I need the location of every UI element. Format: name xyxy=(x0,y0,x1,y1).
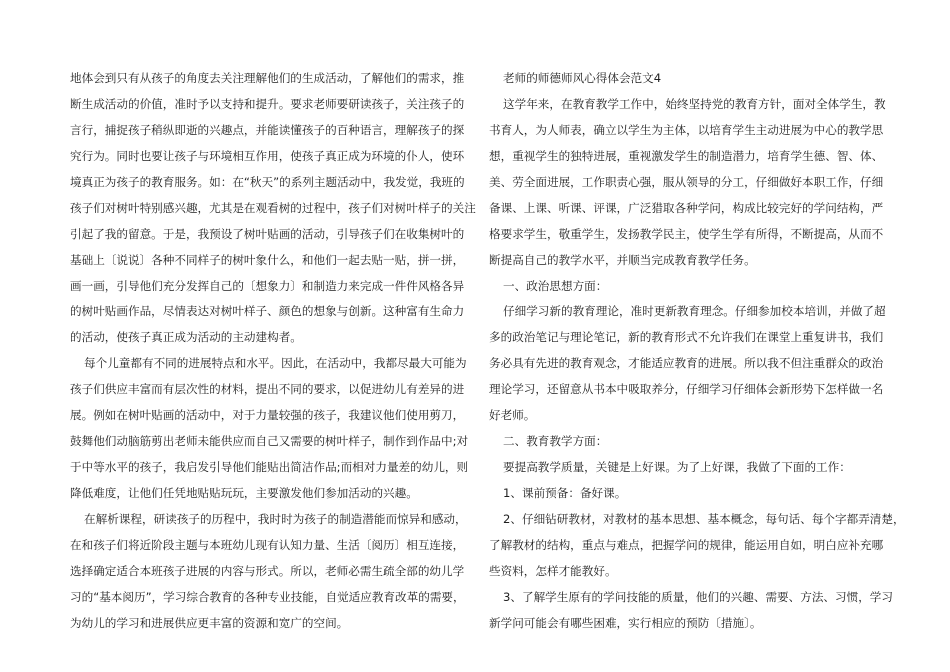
text-line: 境真正为孩子的教育服务。如：在“秋天”的系列主题活动中，我发觉，我班的 xyxy=(70,174,465,189)
text-line: 多的政治笔记与理论笔记，新的教育形式不允许我们在课堂上重复讲书，我们 xyxy=(489,330,884,345)
text-line: 鼓舞他们动脑筋剪出老师未能供应而自己又需要的树叶样子，制作到作品中;对 xyxy=(70,434,469,449)
text-line: 些资料，怎样才能教好。 xyxy=(489,563,617,578)
text-line: 美、劳全面进展，工作职责心强，服从领导的分工，仔细做好本职工作，仔细 xyxy=(489,174,884,189)
text-line: 为幼儿的学习和进展供应更丰富的资源和宽广的空间。 xyxy=(70,615,349,630)
text-line: 1、课前预备：备好课。 xyxy=(503,486,627,500)
text-line: 的树叶贴画作品，尽情表达对树叶样子、颜色的想象与创新。这种富有生命力 xyxy=(70,304,465,319)
text-line: 格要求学生，敬重学生，发扬教学民主，使学生学有所得，不断提高，从而不 xyxy=(489,226,884,241)
text-line: 地体会到只有从孩子的角度去关注理解他们的生成活动，了解他们的需求，推 xyxy=(70,71,465,85)
text-line: 选择确定适合本班孩子进展的内容与形式。所以，老师必需生疏全部的幼儿学 xyxy=(70,563,465,578)
text-line: 基础上〔说说〕各种不同样子的树叶象什么，和他们一起去贴一贴，拼一拼， xyxy=(70,252,465,267)
text-line: 二、教育教学方面： xyxy=(503,434,608,449)
text-line: 备课、上课、听课、评课，广泛猎取各种学问，构成比较完好的学问结构，严 xyxy=(489,200,884,215)
right-text-column xyxy=(489,66,905,637)
text-line: 断生成活动的价值，准时予以支持和提升。要求老师要研读孩子，关注孩子的 xyxy=(70,96,465,111)
text-line: 的活动，使孩子真正成为活动的主动建构者。 xyxy=(70,330,302,345)
text-line: 新学问可能会有哪些困难，实行相应的预防〔措施〕。 xyxy=(489,615,762,630)
text-line: 画一画，引导他们充分发挥自己的〔想象力〕和制造力来完成一件件风格各异 xyxy=(70,278,465,293)
text-line: 孩子们供应丰富而有层次性的材料，提出不同的要求，以促进幼儿有差异的进 xyxy=(70,382,465,397)
text-line: 2、仔细钻研教材，对教材的基本思想、基本概念，每句话、每个字都弄清楚， xyxy=(503,511,905,526)
text-line: 在和孩子们将近阶段主题与本班幼儿现有认知力量、生活〔阅历〕相互连接， xyxy=(70,537,465,552)
text-line: 孩子们对树叶特别感兴趣，尤其是在观看树的过程中，孩子们对树叶样子的关注 xyxy=(70,200,476,215)
text-line: 于中等水平的孩子，我启发引导他们能贴出简洁作品;而相对力量差的幼儿，则 xyxy=(70,460,469,475)
text-line: 这学年来，在教育教学工作中，始终坚持党的教育方针，面对全体学生，教 xyxy=(503,96,886,111)
left-text-column xyxy=(70,66,476,637)
text-line: 务必具有先进的教育观念，才能适应教育的进展。所以我不但注重群众的政治 xyxy=(489,356,884,371)
text-line: 理论学习，还留意从书本中吸取养分，仔细学习仔细体会新形势下怎样做一名 xyxy=(489,382,884,397)
text-line: 书育人，为人师表，确立以学生为主体，以培育学生主动进展为中心的教学思 xyxy=(489,122,884,137)
text-line: 言行，捕捉孩子稍纵即逝的兴趣点，并能读懂孩子的百种语言，理解孩子的探 xyxy=(70,122,465,137)
text-line: 断提高自己的教学水平，并顺当完成教育教学任务。 xyxy=(489,252,756,267)
text-line: 究行为。同时也要让孩子与环境相互作用，使孩子真正成为环境的仆人，使环 xyxy=(70,148,465,163)
text-line: 了解教材的结构，重点与难点，把握学问的规律，能运用自如，明白应补充哪 xyxy=(489,537,884,552)
text-line: 3、了解学生原有的学问技能的质量，他们的兴趣、需要、方法、习惯，学习 xyxy=(503,589,893,604)
text-line: 引起了我的留意。于是，我预设了树叶贴画的活动，引导孩子们在收集树叶的 xyxy=(70,226,465,241)
text-line: 每个儿童都有不同的进展特点和水平。因此，在活动中，我都尽最大可能为 xyxy=(84,356,467,371)
text-line: 降低难度，让他们任凭地贴贴玩玩，主要激发他们参加活动的兴趣。 xyxy=(70,486,418,500)
text-line: 一、政治思想方面： xyxy=(503,278,608,293)
text-line: 好老师。 xyxy=(489,408,536,423)
text-line: 要提高教学质量，关键是上好课。为了上好课，我做了下面的工作： xyxy=(503,460,851,475)
text-line: 仔细学习新的教育理论，准时更新教育理念。仔细参加校本培训，并做了超 xyxy=(503,304,886,319)
text-line: 展。例如在树叶贴画的活动中，对于力量较强的孩子，我建议他们使用剪刀， xyxy=(70,408,465,423)
document-heading: 老师的师德师风心得体会范文4 xyxy=(503,71,662,85)
text-line: 习的“基本阅历”，学习综合教育的各种专业技能，自觉适应教育改革的需要， xyxy=(70,589,465,604)
text-line: 想，重视学生的独特进展，重视激发学生的制造潜力，培育学生德、智、体、 xyxy=(489,148,884,163)
text-line: 在解析课程，研读孩子的历程中，我时时为孩子的制造潜能而惊异和感动， xyxy=(84,511,467,526)
